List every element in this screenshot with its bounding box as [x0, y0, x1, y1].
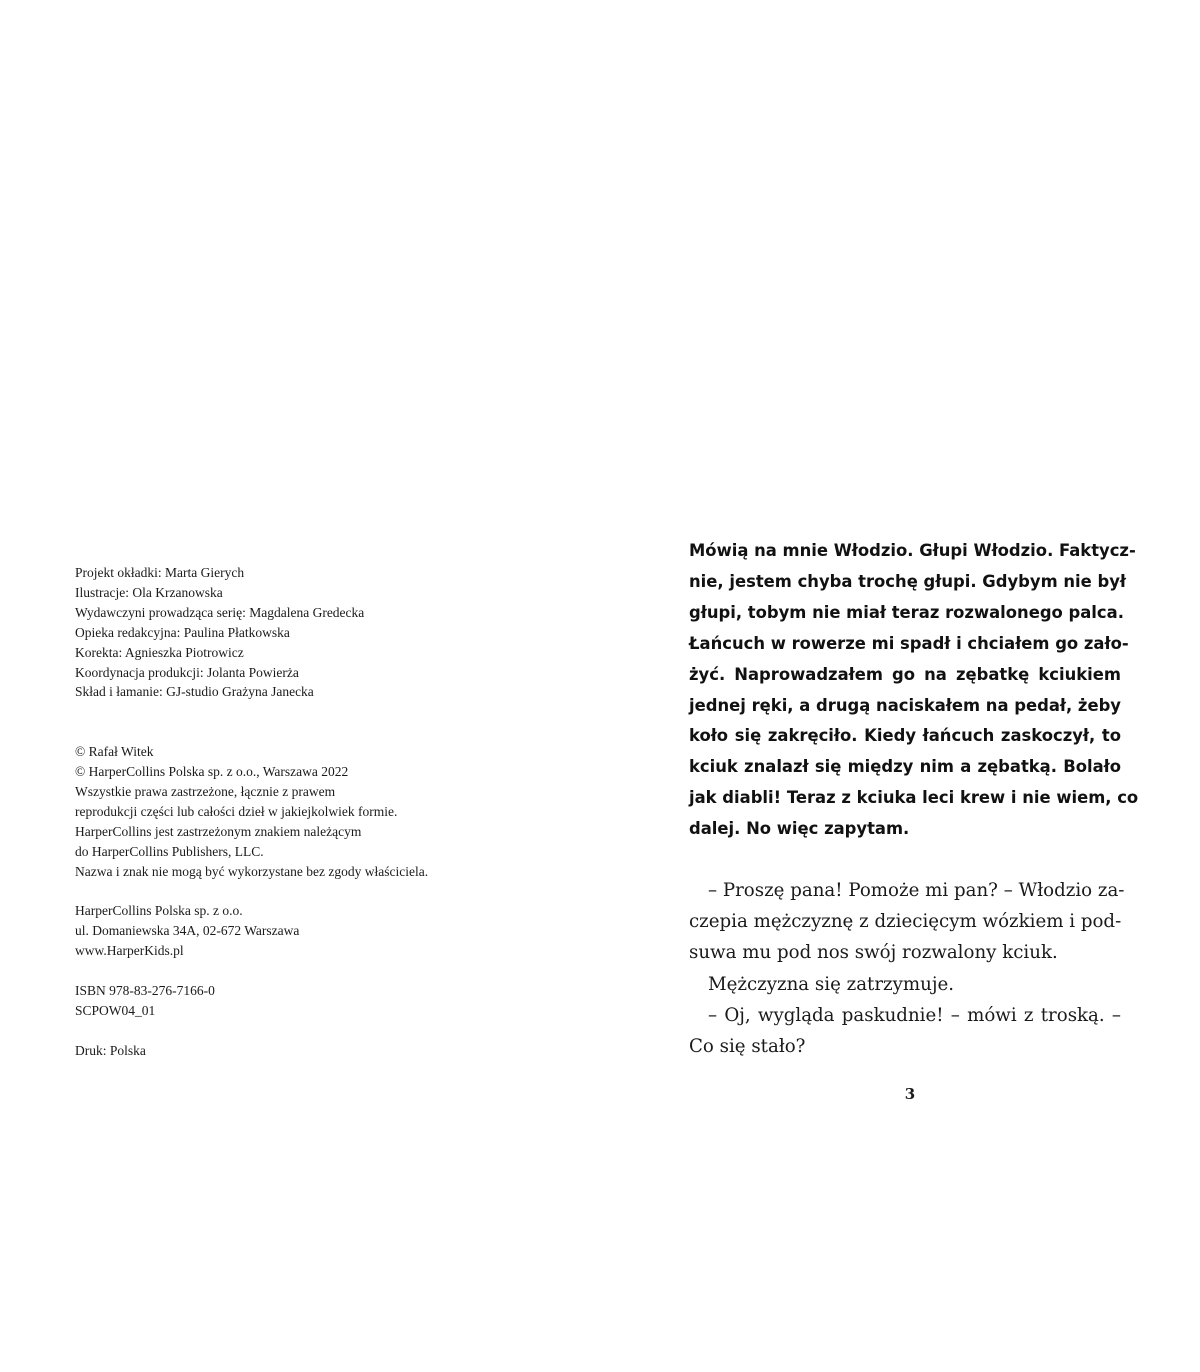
- copyright-line: © HarperCollins Polska sp. z o.o., Warszawa 2022: [75, 764, 349, 780]
- publisher-website: www.HarperKids.pl: [75, 943, 184, 959]
- text-line: dalej. No więc zapytam.: [689, 819, 910, 839]
- credit-line: Wydawczyni prowadząca serię: Magdalena Gredecka: [75, 604, 365, 620]
- text-line: Łańcuch w rowerze mi spadł i chciałem go zało-: [689, 633, 1129, 653]
- intro-paragraph: [689, 536, 1139, 845]
- text-line: koło się zakręciło. Kiedy łańcuch zaskoczył, to: [689, 726, 1121, 746]
- copyright-line: Wszystkie prawa zastrzeżone, łącznie z prawem: [75, 783, 336, 799]
- credit-line: Korekta: Agnieszka Piotrowicz: [75, 644, 244, 660]
- text-line: – Oj, wygląda paskudnie! – mówi z troską. –: [708, 1004, 1121, 1026]
- text-line: suwa mu pod nos swój rozwalony kciuk.: [689, 942, 1058, 964]
- credit-line: Ilustracje: Ola Krzanowska: [75, 584, 223, 600]
- print-info: Druk: Polska: [75, 1042, 146, 1058]
- publisher-name: HarperCollins Polska sp. z o.o.: [75, 903, 243, 919]
- copyright-line: reprodukcji części lub całości dzieł w jakiejkolwiek formie.: [75, 803, 398, 819]
- catalog-code: SCPOW04_01: [75, 1002, 156, 1018]
- isbn-number: ISBN 978-83-276-7166-0: [75, 982, 215, 998]
- credits-block: [75, 563, 545, 702]
- copyright-block: [75, 742, 545, 881]
- text-line: żyć. Naprowadzałem go na zębatkę kciukiem: [689, 664, 1121, 684]
- text-line: kciuk znalazł się między nim a zębatką. Bolało: [689, 757, 1121, 777]
- text-line: nie, jestem chyba trochę głupi. Gdybym nie był: [689, 571, 1126, 591]
- copyright-line: do HarperCollins Publishers, LLC.: [75, 843, 264, 859]
- credit-line: Koordynacja produkcji: Jolanta Powierża: [75, 664, 299, 680]
- text-line: – Proszę pana! Pomoże mi pan? – Włodzio za-: [708, 880, 1125, 902]
- text-line: Mówią na mnie Włodzio. Głupi Włodzio. Faktycz-: [689, 541, 1136, 560]
- spacer: [75, 961, 545, 981]
- text-line: Mężczyzna się zatrzymuje.: [708, 973, 955, 995]
- dialogue-section: [689, 875, 1125, 1062]
- copyright-line: Nazwa i znak nie mogą być wykorzystane bez zgody właściciela.: [75, 863, 429, 879]
- page-number: 3: [904, 1085, 916, 1103]
- text-line: czepia mężczyznę z dziecięcym wózkiem i pod-: [689, 911, 1122, 933]
- story-page: [689, 536, 1139, 1062]
- copyright-line: © Rafał Witek: [75, 744, 154, 760]
- text-line: Co się stało?: [689, 1036, 806, 1058]
- publisher-block: [75, 901, 545, 961]
- isbn-block: [75, 981, 545, 1021]
- spacer: [75, 702, 545, 742]
- credit-line: Opieka redakcyjna: Paulina Płatkowska: [75, 624, 290, 640]
- credit-line: Projekt okładki: Marta Gierych: [75, 565, 245, 580]
- spacer: [75, 1021, 545, 1041]
- credit-line: Skład i łamanie: GJ-studio Grażyna Janecka: [75, 684, 314, 700]
- copyright-line: HarperCollins jest zastrzeżonym znakiem należącym: [75, 823, 362, 839]
- text-line: jednej ręki, a drugą naciskałem na pedał, żeby: [689, 695, 1121, 715]
- publisher-address: ul. Domaniewska 34A, 02-672 Warszawa: [75, 923, 300, 939]
- text-line: jak diabli! Teraz z kciuka leci krew i nie wiem, co: [689, 788, 1139, 808]
- print-block: [75, 1041, 545, 1061]
- imprint-page: [75, 563, 545, 1061]
- text-line: głupi, tobym nie miał teraz rozwalonego palca.: [689, 602, 1124, 622]
- spacer: [75, 881, 545, 901]
